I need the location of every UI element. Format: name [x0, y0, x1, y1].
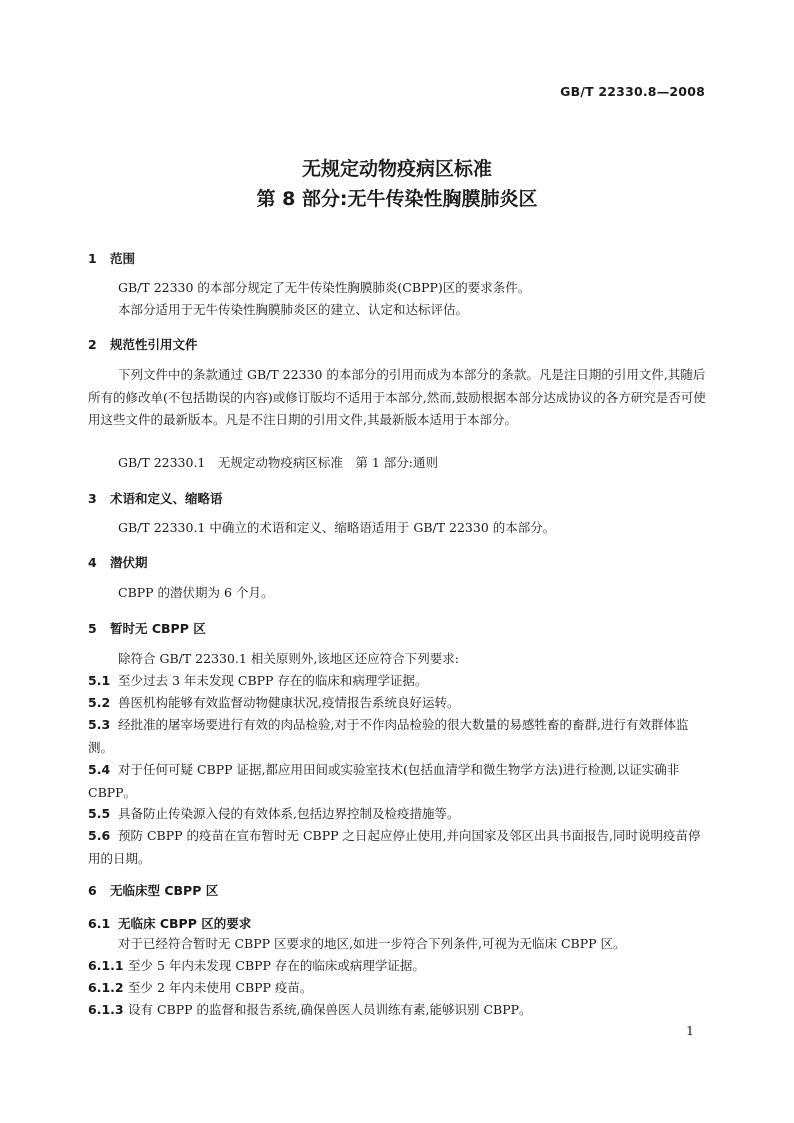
clause-5-1: 5.1 至少过去 3 年未发现 CBPP 存在的临床和病理学证据。 — [88, 673, 428, 688]
clause-6-1-2: 6.1.2 至少 2 年内未使用 CBPP 疫苗。 — [88, 980, 313, 995]
section-1-paragraph-1: GB/T 22330 的本部分规定了无牛传染性胸膜肺炎(CBPP)区的要求条件。 — [118, 280, 531, 295]
section-3-heading: 3 术语和定义、缩略语 — [88, 491, 223, 506]
section-4-heading: 4 潜伏期 — [88, 555, 148, 570]
document-title: 无规定动物疫病区标准 — [301, 158, 492, 180]
section-1-heading: 1 范围 — [88, 251, 136, 266]
clause-6-1-1: 6.1.1 至少 5 年内未发现 CBPP 存在的临床或病理学证据。 — [88, 958, 425, 973]
document-code: GB/T 22330.8—2008 — [560, 84, 705, 99]
section-2-heading: 2 规范性引用文件 — [88, 337, 198, 352]
clause-5-4: 5.4 对于任何可疑 CBPP 证据,都应用田间或实验室技术(包括血清学和微生物学方法)进行检测,以证实确非 CBPP。 — [88, 762, 680, 800]
clause-5-5: 5.5 具备防止传染源入侵的有效体系,包括边界控制及检疫措施等。 — [88, 806, 460, 821]
section-5-intro: 除符合 GB/T 22330.1 相关原则外,该地区还应符合下列要求: — [118, 651, 460, 666]
section-6-heading: 6 无临床型 CBPP 区 — [88, 883, 219, 898]
page-number: 1 — [686, 1023, 694, 1038]
section-6-1-intro: 对于已经符合暂时无 CBPP 区要求的地区,如进一步符合下列条件,可视为无临床 CBPP 区。 — [118, 936, 626, 951]
clause-5-2: 5.2 兽医机构能够有效监督动物健康状况,疫情报告系统良好运转。 — [88, 695, 460, 710]
section-5-heading: 5 暂时无 CBPP 区 — [88, 621, 206, 636]
section-1-paragraph-2: 本部分适用于无牛传染性胸膜肺炎区的建立、认定和达标评估。 — [118, 302, 469, 317]
section-3-paragraph: GB/T 22330.1 中确立的术语和定义、缩略语适用于 GB/T 22330 的本部分。 — [118, 520, 556, 535]
clause-5-3: 5.3 经批准的屠宰场要进行有效的肉品检验,对于不作肉品检验的很大数量的易感牲畜的畜群,进行有效群体监测。 — [88, 717, 689, 755]
clause-6-1-3: 6.1.3 设有 CBPP 的监督和报告系统,确保兽医人员训练有素,能够识别 CBPP。 — [88, 1002, 532, 1017]
document-subtitle: 第 8 部分:无牛传染性胸膜肺炎区 — [256, 188, 538, 210]
section-2-paragraph: 下列文件中的条款通过 GB/T 22330 的本部分的引用而成为本部分的条款。凡是注日期的引用文件,其随后所有的修改单(不包括勘误的内容)或修订版均不适用于本部分,然而,鼓励根据本部分达成协议的各方研究是否可使用这些文件的最新版本。凡是不注日期的引用文件,其最新版本适用于本部分。 — [88, 367, 706, 427]
section-6-1-heading: 6.1 无临床 CBPP 区的要求 — [88, 916, 252, 931]
clause-5-6: 5.6 预防 CBPP 的疫苗在宣布暂时无 CBPP 之日起应停止使用,并向国家及邻区出具书面报告,同时说明疫苗停用的日期。 — [88, 828, 701, 866]
section-2-reference: GB/T 22330.1 无规定动物疫病区标准 第 1 部分:通则 — [118, 455, 438, 470]
section-4-paragraph: CBPP 的潜伏期为 6 个月。 — [118, 585, 274, 600]
